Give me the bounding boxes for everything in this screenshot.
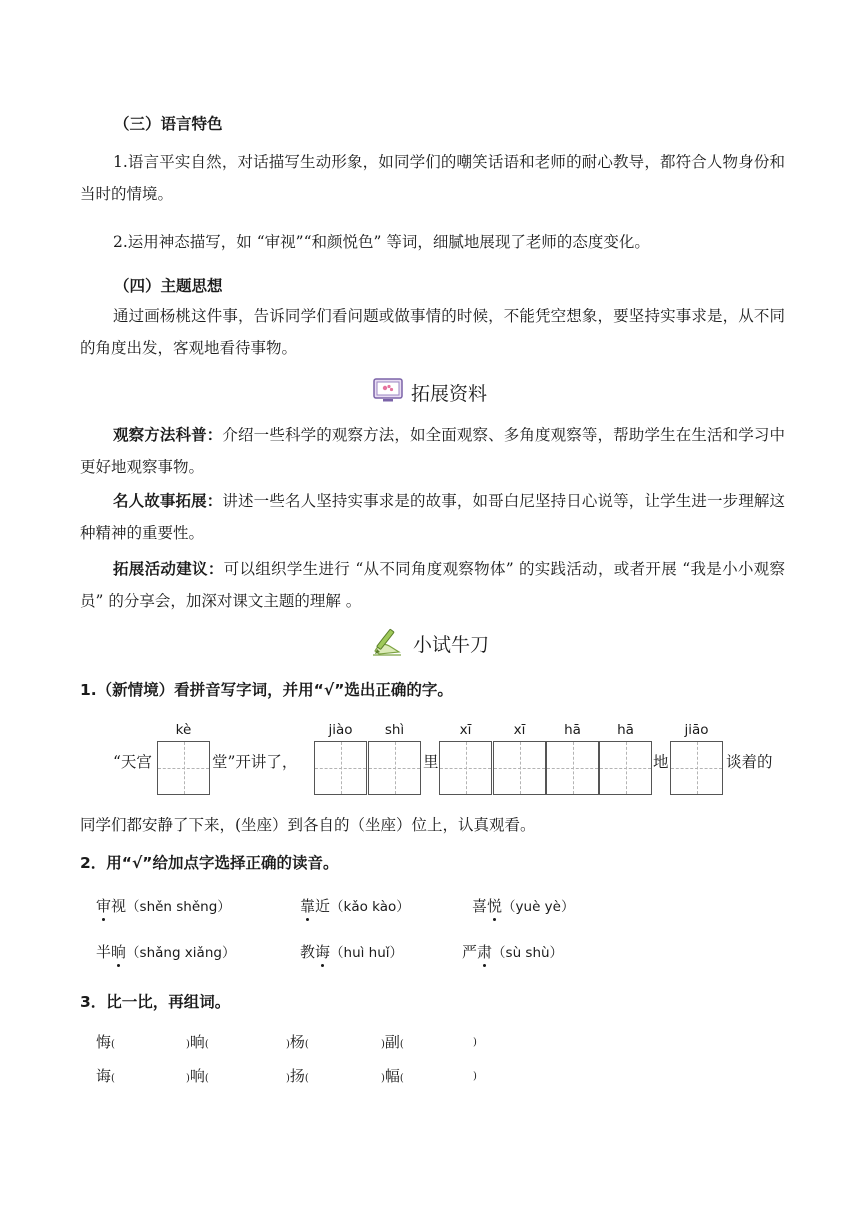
extension-item-3: 拓展活动建议：可以组织学生进行 “从不同角度观察物体” 的实践活动，或者开展 “我是小小观察员” 的分享会，加深对课文主题的理解 。 bbox=[80, 560, 785, 610]
q3-char: 诲( bbox=[96, 1067, 115, 1085]
extension-header bbox=[0, 375, 860, 409]
q3-char: ) bbox=[473, 1071, 477, 1082]
pinyin-label: hā bbox=[617, 722, 634, 738]
q2-heading: 2．用“√”给加点字选择正确的读音。 bbox=[80, 854, 339, 872]
section3-paragraph-1: 1.语言平实自然，对话描写生动形象，如同学们的嘲笑话语和老师的耐心教导，都符合人物身份和当时的情境。 bbox=[80, 153, 785, 203]
q3-char: )晌( bbox=[186, 1033, 209, 1051]
extension-title: 拓展资料 bbox=[410, 382, 487, 405]
pinyin-label: jiāo bbox=[684, 722, 709, 738]
writing-box[interactable] bbox=[439, 741, 492, 795]
q3-char: 悔( bbox=[96, 1033, 115, 1051]
pinyin-label: xī bbox=[513, 722, 526, 738]
q1-text: 地 bbox=[653, 753, 669, 771]
section4-paragraph: 通过画杨桃这件事，告诉同学们看问题或做事情的时候，不能凭空想象，要坚持实事求是，从不同的角度出发，客观地看待事物。 bbox=[80, 307, 785, 357]
q2-item: 喜悦（yuè yè） bbox=[472, 897, 575, 915]
q1-text: 堂”开讲了， bbox=[212, 753, 298, 771]
writing-box[interactable] bbox=[599, 741, 652, 795]
section3-heading: （三）语言特色 bbox=[114, 115, 223, 133]
q1-heading: 1.（新情境）看拼音写字词，并用“√”选出正确的字。 bbox=[80, 681, 453, 699]
q3-char: ) bbox=[473, 1037, 477, 1048]
q2-item: 审视（shěn shěng） bbox=[96, 897, 231, 915]
q3-char: )扬( bbox=[286, 1067, 309, 1085]
q3-heading: 3．比一比，再组词。 bbox=[80, 993, 231, 1011]
pencil-hand-icon bbox=[371, 625, 405, 661]
q3-char: )副( bbox=[381, 1033, 404, 1051]
q3-char: )响( bbox=[186, 1067, 209, 1085]
q2-item: 严肃（sù shù） bbox=[462, 943, 564, 961]
q3-char: )杨( bbox=[286, 1033, 309, 1051]
writing-box[interactable] bbox=[546, 741, 599, 795]
q2-item: 靠近（kǎo kào） bbox=[300, 897, 410, 915]
writing-box[interactable] bbox=[493, 741, 546, 795]
writing-box[interactable] bbox=[368, 741, 421, 795]
q1-text: “天宫 bbox=[113, 753, 152, 771]
practice-header bbox=[0, 626, 860, 660]
q1-line-2: 同学们都安静了下来，(坐座）到各自的（坐座）位上，认真观看。 bbox=[80, 816, 536, 834]
section3-paragraph-2: 2.运用神态描写，如 “审视”“和颜悦色” 等词，细腻地展现了老师的态度变化。 bbox=[113, 233, 650, 251]
pinyin-label: kè bbox=[175, 722, 192, 738]
q1-text: 里 bbox=[423, 753, 439, 771]
extension-item-2: 名人故事拓展：讲述一些名人坚持实事求是的故事，如哥白尼坚持日心说等，让学生进一步理解这种精神的重要性。 bbox=[80, 492, 785, 542]
extension-item-1: 观察方法科普：介绍一些科学的观察方法，如全面观察、多角度观察等，帮助学生在生活和学习中更好地观察事物。 bbox=[80, 426, 785, 476]
monitor-icon bbox=[373, 377, 403, 407]
practice-title: 小试牛刀 bbox=[412, 633, 489, 656]
q2-item: 半晌（shǎng xiǎng） bbox=[96, 943, 236, 961]
writing-box[interactable] bbox=[314, 741, 367, 795]
pinyin-label: shì bbox=[384, 722, 405, 738]
q2-item: 教诲（huì huǐ） bbox=[300, 943, 404, 961]
q1-text: 谈着的 bbox=[726, 753, 773, 771]
pinyin-label: xī bbox=[459, 722, 472, 738]
writing-box[interactable] bbox=[670, 741, 723, 795]
writing-box[interactable] bbox=[157, 741, 210, 795]
pinyin-label: jiào bbox=[328, 722, 353, 738]
pinyin-label: hā bbox=[564, 722, 581, 738]
section4-heading: （四）主题思想 bbox=[114, 277, 223, 295]
q3-char: )幅( bbox=[381, 1067, 404, 1085]
